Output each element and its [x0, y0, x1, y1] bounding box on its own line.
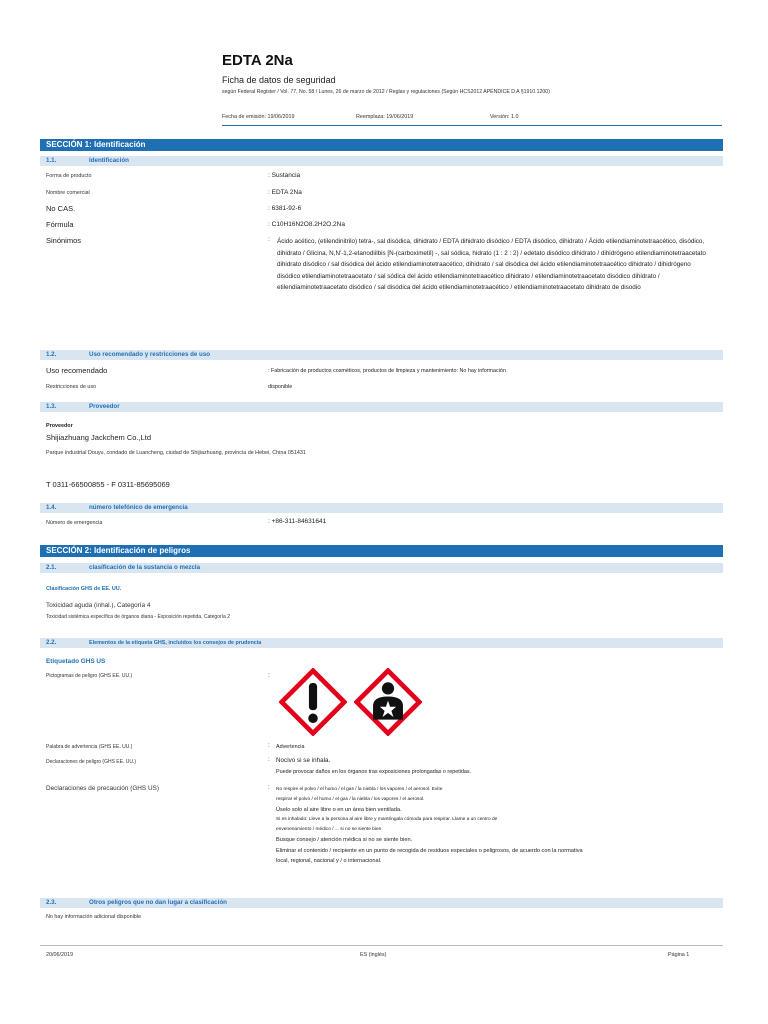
subsection-2-1: 2.1. clasificación de la sustancia o mezcla	[40, 563, 723, 573]
nombre-value: : EDTA 2Na	[268, 189, 302, 196]
precaucion-item: Si es inhalado: Lleve a la persona al aire libre y manténgala cómoda para respirar. Llame a un centro de	[276, 817, 498, 823]
precaucion-colon: :	[268, 785, 270, 791]
precaucion-item: local, regional, nacional y / o internacional.	[276, 857, 382, 864]
precaucion-item: Eliminar el contenido / recipiente en un punto de recogida de residuos especiales o peligrosos, de acuerdo con la normativa	[276, 847, 583, 854]
palabra-value: Advertencia	[276, 744, 305, 750]
precaucion-item: Busque consejo / atención médica si no se siente bien.	[276, 837, 413, 844]
restricciones-label: Restricciones de uso	[46, 384, 97, 390]
subsection-2-3: 2.3. Otros peligros que no dan lugar a clasificación	[40, 898, 723, 908]
subsection-1-1: 1.1. Identificación	[40, 156, 723, 166]
forma-label: Forma de producto	[46, 173, 92, 179]
version: Versión: 1.0	[490, 114, 519, 120]
precaucion-label: Declaraciones de precaución (GHS US)	[46, 785, 159, 792]
formula-label: Fórmula	[46, 220, 74, 229]
cas-value: : 6381-92-6	[268, 205, 302, 212]
restricciones-value: disponible	[268, 384, 293, 390]
footer-date: 20/06/2019	[46, 952, 73, 958]
precaucion-item: No respire el polvo / el humo / el gas / la niebla / los vapores / el aerosol. Evite	[276, 787, 443, 792]
declaraciones-colon: :	[268, 757, 270, 763]
precaucion-list	[276, 785, 706, 866]
emergencia-label: Número de emergencia	[46, 520, 103, 526]
footer-page: Página 1	[668, 952, 690, 958]
proveedor-label: Proveedor	[46, 423, 73, 429]
clasificacion-item: Toxicidad aguda (inhal.), Categoría 4	[46, 602, 151, 609]
regulation-line: según Federal Register / Vol. 77, No. 58 / Lunes, 26 de marzo de 2012 / Reglas y regulaciones (Según HCS2012 APÉNDICE D A §1910.1200)	[222, 89, 550, 95]
issue-date: Fecha de emisión: 19/06/2019	[222, 114, 295, 120]
declaraciones-peligro-item: Puede provocar daños en los órganos tras exposiciones prolongadas o repetidas.	[276, 769, 472, 775]
clasificacion-heading: Clasificación GHS de EE. UU.	[46, 586, 122, 592]
precaucion-item: respirar el polvo / el humo / el gas / la niebla / los vapores / el aerosol.	[276, 797, 425, 803]
footer-divider	[40, 945, 723, 946]
palabra-colon: :	[268, 743, 270, 749]
section-1-header: SECCIÓN 1: Identificación	[40, 139, 723, 151]
emergencia-value: : +86-311-84631641	[268, 518, 327, 525]
proveedor-address: Parque industrial Douyu, condado de Luancheng, ciudad de Shijiazhuang, provincia de Hebei, China 051431	[46, 450, 306, 456]
header-divider	[222, 125, 722, 126]
health-hazard-icon	[354, 668, 422, 736]
footer-language: ES (inglés)	[360, 952, 387, 958]
uso-value: : Fabricación de productos cosméticos, productos de limpieza y mantenimiento: No hay información	[268, 368, 506, 374]
cas-label: No CAS.	[46, 204, 76, 213]
proveedor-name: Shijiazhuang Jackchem Co.,Ltd	[46, 433, 152, 442]
exclamation-mark-icon	[279, 668, 347, 736]
sinonimos-value: Ácido acético, (etilendinitrilo) tetra-, sal disódica, dihidrato / EDTA dihidrato disódico / EDTA disódico, dihidrato / Ácido etilendiaminotetraacético, disódico, dihidrato / Glicina, N,N'-1,2-etanodiilbis [N-(carboximetil) -, sal sódica, hidrato (1 : 2 : 2) / edetato disódico dihidrato / dihidrógeno etilendiaminotetraacetato dihidrato disódico / sal disódica del ácido etilendiaminotetraacético, dihidrato / sal disódica del ácido etilendiaminotetraacético dihidrato / dihidrógeno disódico etilendiaminotetraacetato / sal sódica del ácido etilendiaminotetraacético dihidrato / etilendiaminotetraacetato disódico dihidrato / etilendiaminotetraacetato disódico / sal disódica del ácido etilendiaminotetraacético / etilendiaminotetraacetato dihidrato de disodio	[277, 238, 706, 292]
nombre-label: Nombre comercial	[46, 190, 90, 196]
formula-value: : C10H16N2O8.2H2O.2Na	[268, 221, 345, 228]
etiquetado-heading: Etiquetado GHS US	[46, 658, 106, 665]
section-2-header: SECCIÓN 2: Identificación de peligros	[40, 545, 723, 557]
subsection-1-3: 1.3. Proveedor	[40, 402, 723, 412]
sinonimos-label: Sinónimos	[46, 236, 82, 245]
precaucion-item: Úselo solo al aire libre o en un área bien ventilada.	[276, 807, 402, 814]
proveedor-phone: T 0311-66500855 - F 0311-85695069	[46, 480, 170, 489]
pictogramas-colon: :	[268, 672, 270, 679]
subsection-1-4: 1.4. número telefónico de emergencia	[40, 503, 723, 513]
declaraciones-peligro-item: Nocivo si se inhala.	[276, 757, 331, 764]
document-subtitle: Ficha de datos de seguridad	[222, 75, 336, 85]
pictogramas-label: Pictogramas de peligro (GHS EE. UU.)	[46, 673, 133, 679]
declaraciones-peligro-label: Declaraciones de peligro (GHS EE. UU.)	[46, 759, 137, 765]
sinonimos-colon: :	[268, 236, 270, 243]
subsection-1-2: 1.2. Uso recomendado y restricciones de uso	[40, 350, 723, 360]
replaces-date: Reemplaza: 19/06/2019	[356, 114, 414, 120]
subsection-2-2: 2.2. Elementos de la etiqueta GHS, incluidos los consejos de prudencia	[40, 638, 723, 648]
precaucion-item: envenenamiento / médico / ... si no se siente bien	[276, 827, 382, 833]
otros-peligros-value: No hay información adicional disponible	[46, 914, 141, 920]
forma-value: : Sustancia	[268, 172, 301, 179]
document-title: EDTA 2Na	[222, 52, 293, 69]
clasificacion-item: Toxicidad sistémica específica de órganos diana - Exposición repetida, Categoría 2	[46, 614, 230, 620]
palabra-label: Palabra de advertencia (GHS EE. UU.)	[46, 744, 133, 750]
uso-label: Uso recomendado	[46, 366, 108, 375]
